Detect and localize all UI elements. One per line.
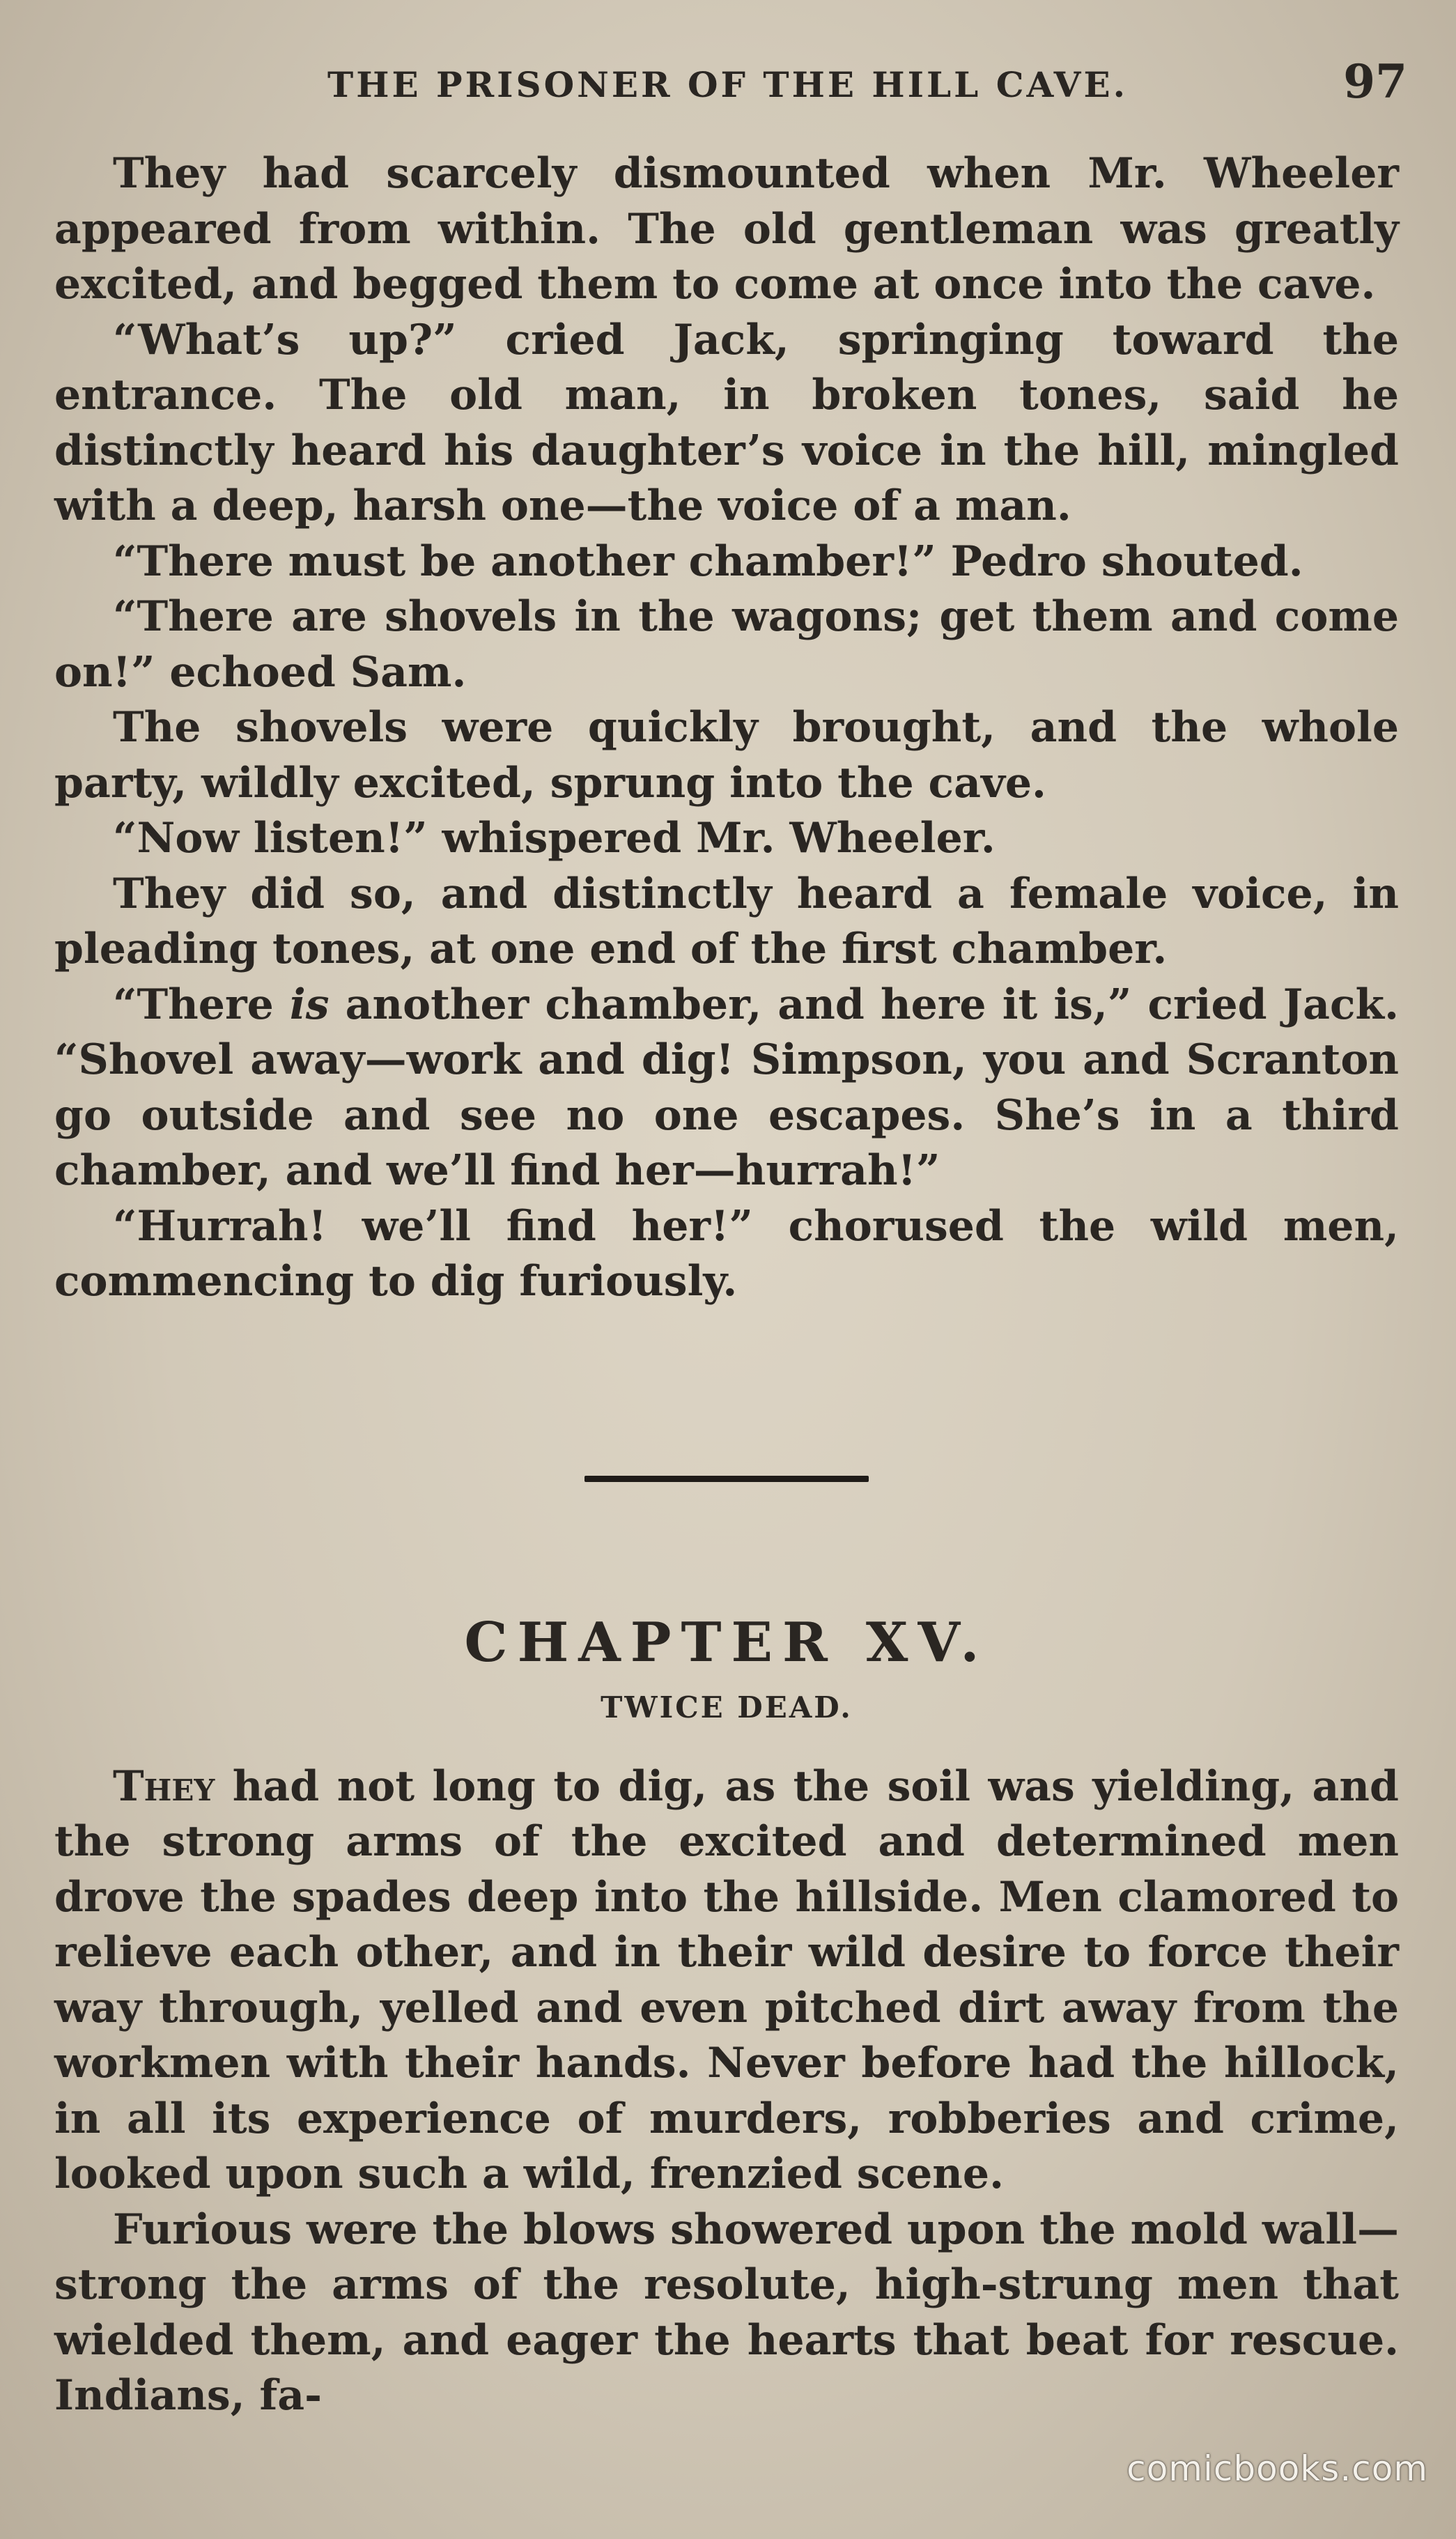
chapter-subtitle: TWICE DEAD. <box>601 1690 853 1724</box>
chapter-body <box>54 1759 1399 2424</box>
paragraph: “Now listen!” whispered Mr. Wheeler. <box>113 814 996 863</box>
watermark: comicbooks.com <box>1126 2448 1428 2489</box>
paragraph <box>54 1759 1399 2202</box>
text-run: another chamber, and here it is,” cried Jack. “Shovel away—work and dig! Simpson, you and Scranton go outside and see no one escapes. She’s in a third chamber, and we’ll find her—hurrah!” <box>54 980 1399 1195</box>
section-divider <box>584 1476 869 1482</box>
paragraph: They did so, and distinctly heard a female voice, in pleading tones, at one end of the first chamber. <box>54 869 1399 973</box>
page-header <box>327 54 1407 110</box>
paragraph <box>54 978 1399 1199</box>
paragraph: “There are shovels in the wagons; get them and come on!” echoed Sam. <box>54 592 1399 697</box>
running-head: THE PRISONER OF THE HILL CAVE. <box>327 64 1128 105</box>
page-number: 97 <box>1343 54 1407 109</box>
paragraph: The shovels were quickly brought, and the whole party, wildly excited, sprung into the cave. <box>54 703 1399 808</box>
paragraph: “What’s up?” cried Jack, springing toward the entrance. The old man, in broken tones, said he distinctly heard his daughter’s voice in the hill, mingled with a deep, harsh one—the voice of a man. <box>54 315 1399 530</box>
paragraph: Furious were the blows showered upon the mold wall—strong the arms of the resolute, high-strung men that wielded them, and eager the hearts that beat for rescue. Indians, fa- <box>54 2205 1399 2420</box>
page-body <box>54 146 1399 2424</box>
lead-word: They <box>113 1761 215 1811</box>
paragraph: They had scarcely dismounted when Mr. Wheeler appeared from within. The old gentleman was greatly excited, and begged them to come at once into the cave. <box>54 149 1399 309</box>
text-run: “There <box>113 980 290 1029</box>
chapter-title: CHAPTER XV. <box>464 1610 989 1674</box>
text-run: had not long to dig, as the soil was yielding, and the strong arms of the excited and determined men drove the spades deep into the hillside. Men clamored to relieve each other, and in their wild desire to force their way through, yelled and even pitched dirt away from the workmen with their hands. Never before had the hillock, in all its experience of murders, robberies and crime, looked upon such a wild, frenzied scene. <box>54 1761 1399 2198</box>
emphasis-text: is <box>289 980 330 1029</box>
paragraph: “There must be another chamber!” Pedro shouted. <box>113 537 1303 586</box>
paragraph: “Hurrah! we’ll find her!” chorused the wild men, commencing to dig furiously. <box>54 1201 1399 1306</box>
